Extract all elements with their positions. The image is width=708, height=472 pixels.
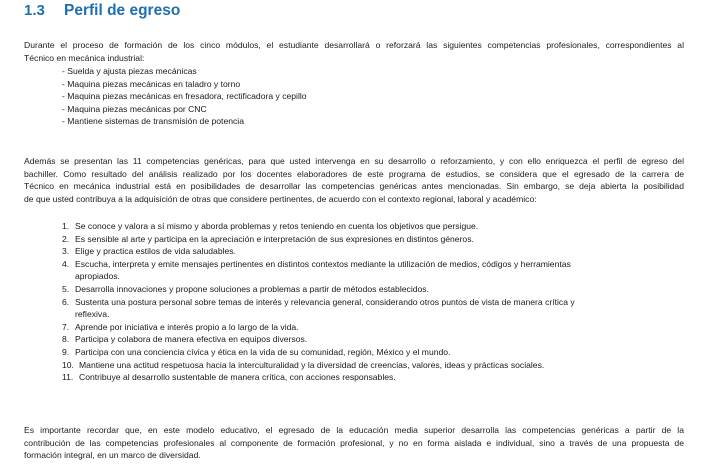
item-number: 2. [62,233,70,244]
list-item [62,321,662,334]
item-text: Participa y colabora de manera efectiva en equipos diversos. [75,334,308,345]
item-number: 4. [62,258,70,269]
item-text-continuation: reflexiva. [75,309,110,320]
list-item [62,346,662,359]
item-text: Desarrolla innovaciones y propone soluciones a problemas a partir de métodos establecidos. [75,283,429,294]
section-number: 1.3 [24,2,45,19]
item-number: 5. [62,283,70,294]
item-number: 8. [62,334,70,345]
list-item [62,258,662,283]
paragraph-line: contribución de las competencias profesionales al componente de formación profesional, y no en forma aislada e individual, sino a través de una propuesta de [24,437,684,448]
closing-paragraph [24,424,684,462]
item-number: 3. [62,246,70,257]
item-text: Es sensible al arte y participa en la apreciación e interpretación de sus expresiones en distintos géneros. [75,233,474,244]
list-item: - Suelda y ajusta piezas mecánicas [62,65,307,78]
list-item: - Maquina piezas mecánicas en fresadora, rectificadora y cepillo [62,90,307,103]
paragraph-line: formación integral, en un marco de diversidad. [24,450,201,461]
item-text: Aprende por iniciativa e interés propio a lo largo de la vida. [75,321,299,332]
section-title: Perfil de egreso [64,2,181,19]
intro-paragraph [24,39,684,64]
list-item: - Maquina piezas mecánicas por CNC [62,103,307,116]
item-number: 9. [62,346,70,357]
professional-competencies-list [62,65,307,128]
paragraph-line: de que usted contribuya a la adquisición de otras que considere pertinentes, de acuerdo con el contexto regional, laboral y académico: [24,193,537,204]
list-item [62,359,662,372]
item-text-continuation: apropiados. [75,271,120,282]
item-number: 7. [62,321,70,332]
list-item: - Maquina piezas mecánicas en taladro y torno [62,78,307,91]
list-item [62,245,662,258]
list-item [62,220,662,233]
list-item [62,333,662,346]
item-number: 11. [62,372,74,383]
list-item [62,283,662,296]
item-text: Elige y practica estilos de vida saludables. [75,246,236,257]
list-item [62,371,662,384]
item-text: Participa con una conciencia cívica y ética en la vida de su comunidad, región, México y el mundo. [75,346,451,357]
item-text: Se conoce y valora a sí mismo y aborda problemas y retos teniendo en cuenta los objetivos que persigue. [75,221,479,231]
paragraph-line: bachiller. Como resultado del análisis realizado por los docentes elaboradores de este programa de estudios, se considera que el egresado de la carrera de [24,168,684,179]
generic-competencies-list [62,220,662,384]
item-number: 10. [62,359,74,370]
generic-competencies-intro [24,155,684,205]
item-number: 1. [62,221,70,231]
list-item [62,296,662,321]
item-text: Sustenta una postura personal sobre temas de interés y relevancia general, considerando otros puntos de vista de manera crítica y [75,296,575,307]
item-text: Mantiene una actitud respetuosa hacia la interculturalidad y la diversidad de creencias, valores, ideas y prácticas sociales. [79,359,545,370]
intro-line: Durante el proceso de formación de los cinco módulos, el estudiante desarrollará o reforzará las siguientes competencias profesionales, correspondientes al [24,40,684,50]
list-item: - Mantiene sistemas de transmisión de potencia [62,115,307,128]
section-heading [24,2,180,24]
list-item [62,233,662,246]
intro-line: Técnico en mecánica industrial: [24,52,145,63]
item-number: 6. [62,296,70,307]
paragraph-line: Técnico en mecánica industrial está en posibilidades de desarrollar las competencias genéricas antes mencionadas. Sin embargo, se deja abierta la posibilidad [24,181,684,192]
item-text: Escucha, interpreta y emite mensajes pertinentes en distintos contextos mediante la utilización de medios, códigos y herramientas [75,258,571,269]
item-text: Contribuye al desarrollo sustentable de manera crítica, con acciones responsables. [79,372,396,383]
paragraph-line: Es importante recordar que, en este modelo educativo, el egresado de la educación media superior desarrolla las competencias genéricas a partir de la [24,425,684,435]
paragraph-line: Además se presentan las 11 competencias genéricas, para que usted intervenga en su desarrollo o reforzamiento, y con ello enriquezca el perfil de egreso del [24,156,684,166]
